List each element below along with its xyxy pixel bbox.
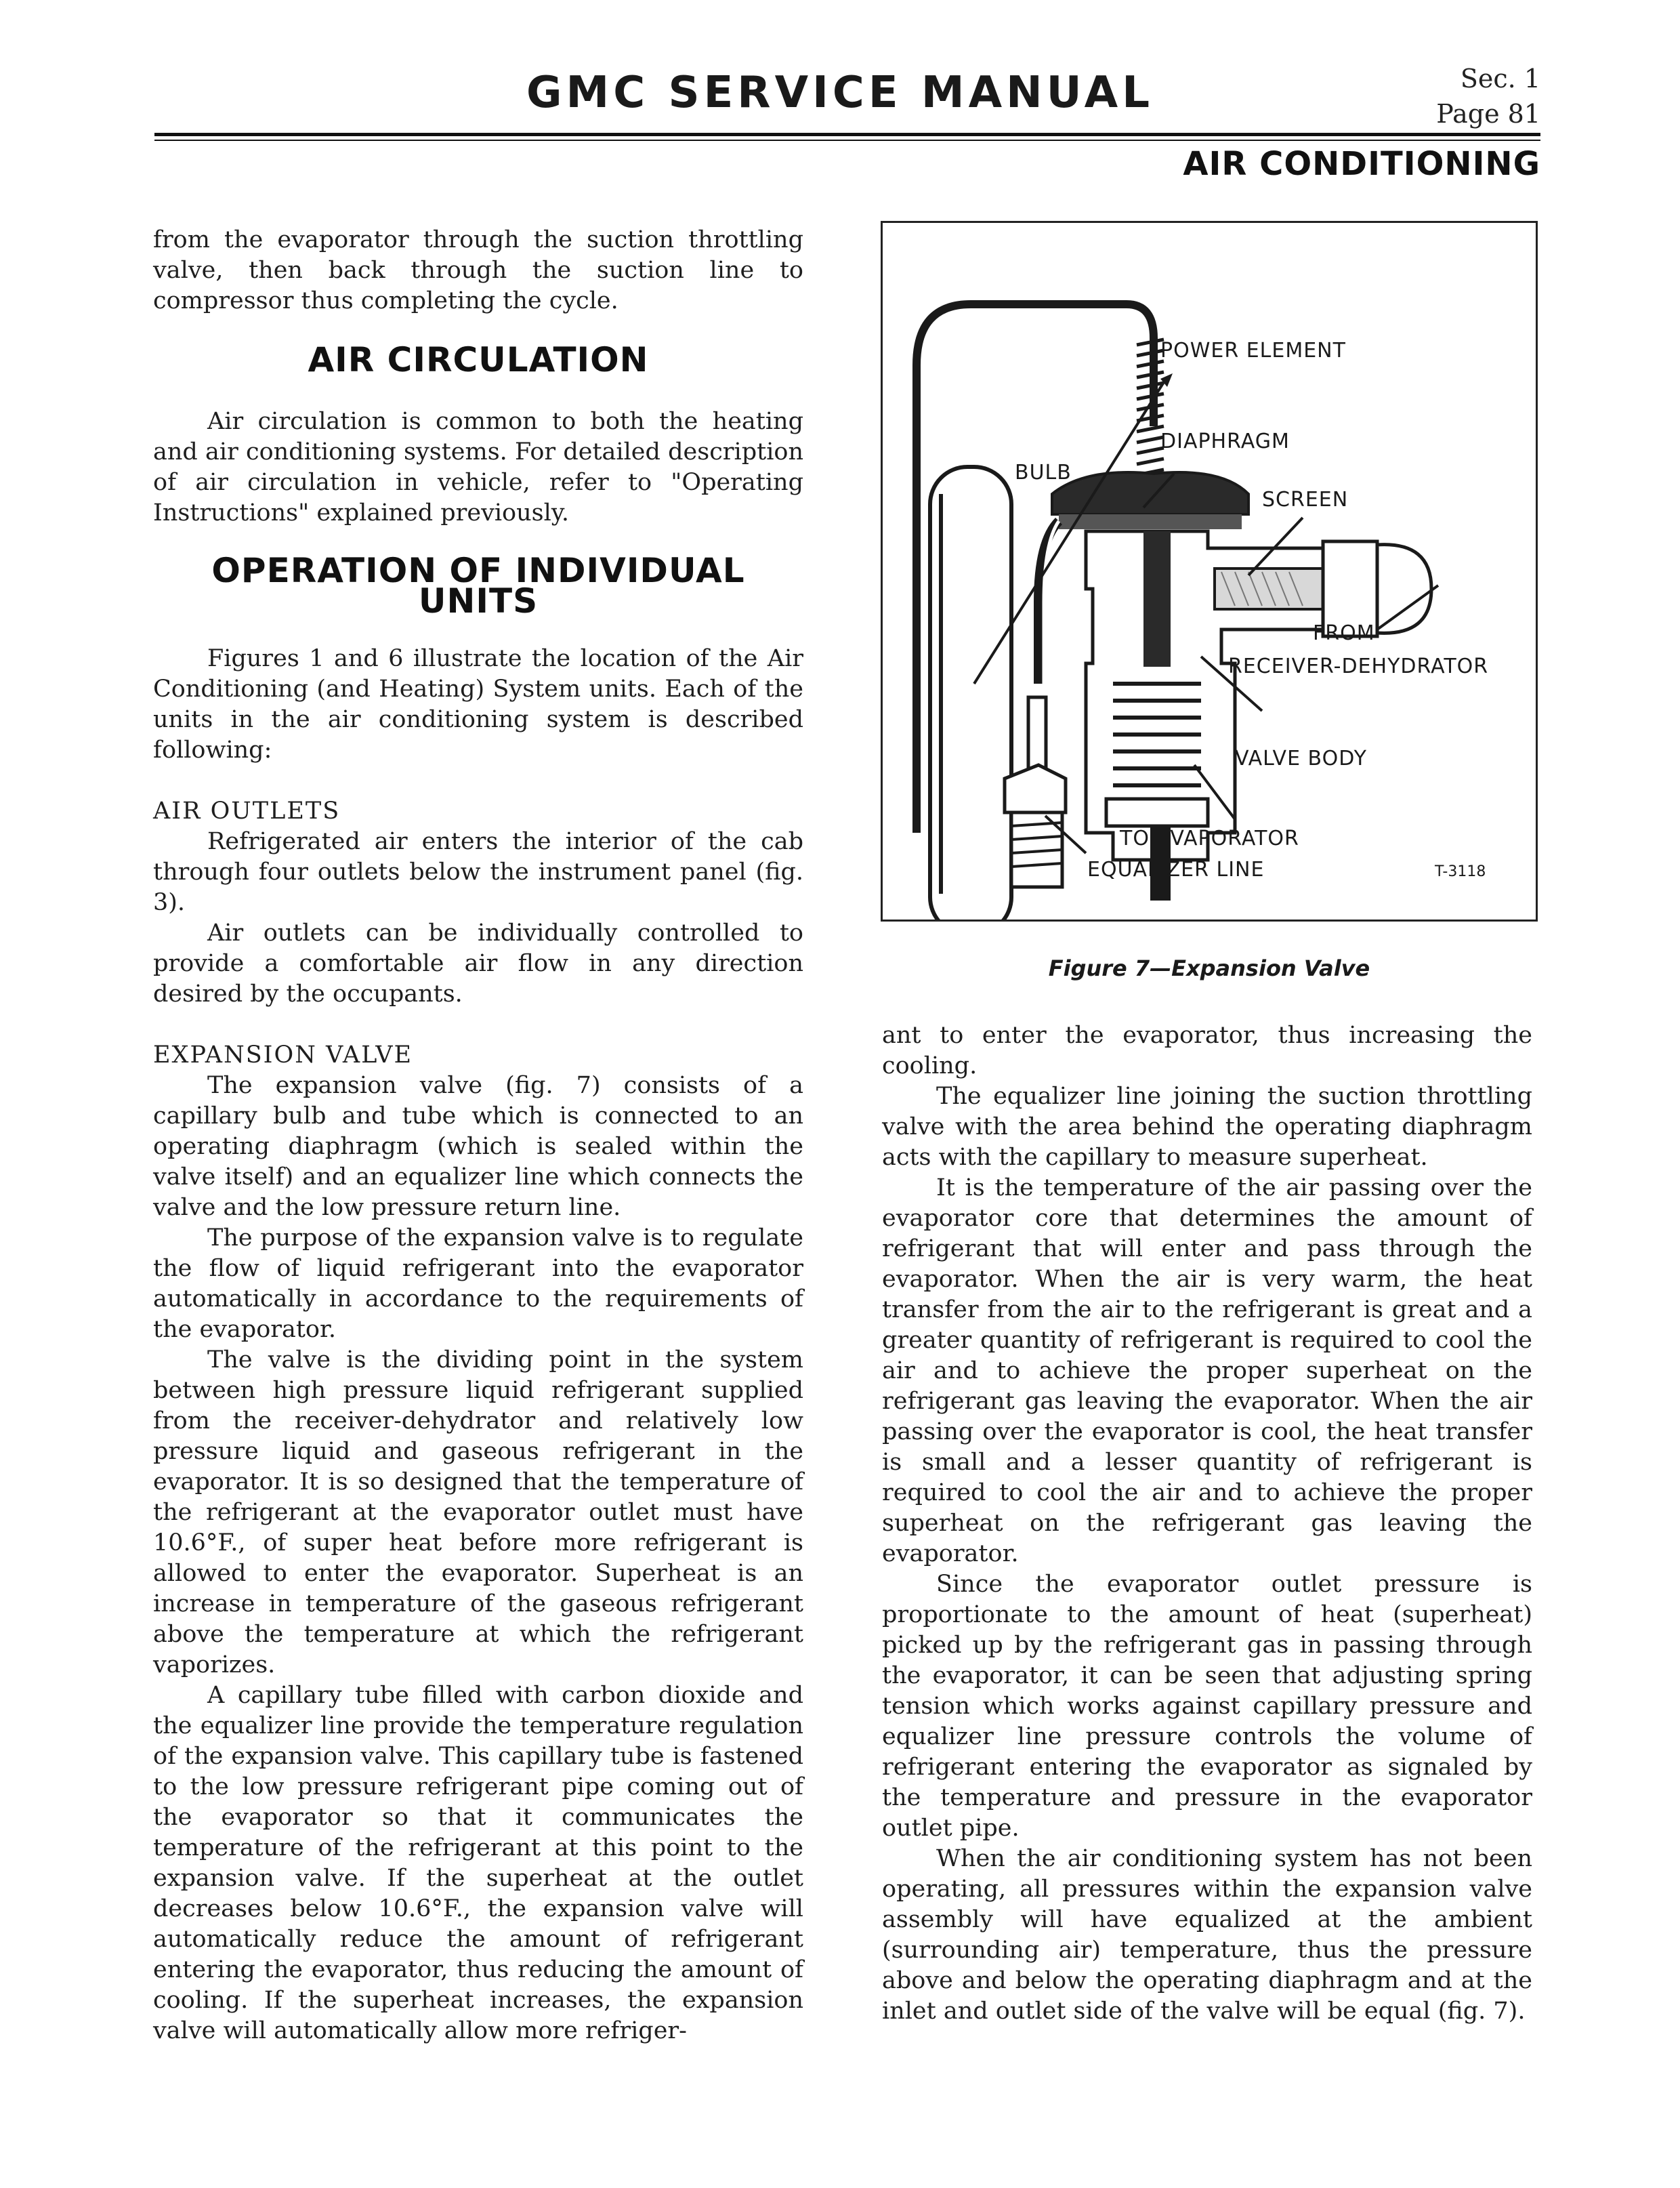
figure-caption: Figure 7—Expansion Valve <box>1048 955 1370 981</box>
section-label: AIR CONDITIONING <box>1183 145 1540 183</box>
inlet-cap <box>1377 545 1431 634</box>
equalizer-tube-lower <box>1028 697 1046 772</box>
label-receiver-dehydrator: RECEIVER-DEHYDRATOR <box>1228 655 1489 678</box>
right-paragraph-3: Since the evaporator outlet pressure is proportionate to the amount of heat (superheat) picked up by the refrigerant gas in passing through the evaporator, it can be seen that adjusting spring tension which works against capillary pressure and equalizer line pressure controls the volume of refrigerant entering the evaporator as signaled by the temperature and pressure in the evaporator outlet pipe. <box>882 1571 1532 1842</box>
heading-operation-units: OPERATION OF INDIVIDUAL UNITS <box>211 551 745 621</box>
label-part-number: T-3118 <box>1435 863 1486 880</box>
manual-title: GMC SERVICE MANUAL <box>526 68 1154 118</box>
label-equalizer-line: EQUALIZER LINE <box>1087 858 1265 882</box>
expansion-valve-paragraph-2: The purpose of the expansion valve is to regulate the flow of liquid refrigerant into the evaporator automatically in accordance to the requirements of the evaporator. <box>153 1224 803 1343</box>
header-rule-thick <box>154 133 1540 136</box>
valve-needle <box>1143 531 1171 667</box>
label-from: FROM <box>1313 621 1375 645</box>
page-number: Page 81 <box>1436 99 1540 129</box>
right-paragraph-1: The equalizer line joining the suction throttling valve with the area behind the operating diaphragm acts with the capillary to measure superheat. <box>882 1083 1532 1171</box>
label-power-element: POWER ELEMENT <box>1160 339 1346 363</box>
label-screen: SCREEN <box>1262 488 1349 512</box>
right-paragraph-4: When the air conditioning system has not been operating, all pressures within the expansion valve assembly will have equalized at the ambient (surrounding air) temperature, thus the pressure above and below the operating diaphragm and at the inlet and outlet side of the valve will be equal (fig. 7). <box>882 1845 1532 2025</box>
air-outlets-paragraph-1: Refrigerated air enters the interior of the cab through four outlets below the instrument panel (fig. 3). <box>153 828 803 916</box>
label-valve-body: VALVE BODY <box>1235 747 1368 770</box>
valve-spring <box>1113 684 1201 785</box>
header-rule-thin <box>154 140 1540 141</box>
left-column <box>153 225 803 2046</box>
section-number: Sec. 1 <box>1460 64 1540 94</box>
expansion-valve-paragraph-1: The expansion valve (fig. 7) consists of a capillary bulb and tube which is connected to an operating diaphragm (which is sealed within the valve itself) and an equalizer line which connects the valve and the low pressure return line. <box>153 1072 803 1221</box>
expansion-valve-paragraph-3: The valve is the dividing point in the system between high pressure liquid refrigerant supplied from the receiver-dehydrator and relatively low pressure liquid and gaseous refrigerant in the evaporator. It is so designed that the temperature of the refrigerant at the evaporator outlet must have 10.6°F., of super heat before more refrigerant is allowed to enter the evaporator. Superheat is an increase in temperature of the gaseous refrigerant above the temperature at which the refrigerant vaporizes. <box>153 1346 803 1678</box>
equalizer-fitting <box>1005 765 1066 812</box>
expansion-valve-paragraph-4: A capillary tube filled with carbon dioxide and the equalizer line provide the temperature regulation of the expansion valve. This capillary tube is fastened to the low pressure refrigerant pipe coming out of the evaporator so that it communicates the temperature of the refrigerant at this point to the expansion valve. If the superheat at the outlet decreases below 10.6°F., the expansion valve will automatically reduce the amount of refrigerant entering the evaporator, thus reducing the amount of cooling. If the superheat increases, the expansion valve will automatically allow more refriger- <box>153 1682 803 2044</box>
right-column <box>882 1020 1532 2027</box>
expansion-valve-diagram <box>883 223 1536 920</box>
label-diaphragm: DIAPHRAGM <box>1160 430 1290 453</box>
right-paragraph-0: ant to enter the evaporator, thus increasing the cooling. <box>882 1022 1532 1079</box>
spring-cup <box>1106 799 1208 826</box>
heading-air-circulation: AIR CIRCULATION <box>308 340 649 379</box>
right-paragraph-2: It is the temperature of the air passing over the evaporator core that determines the amount of refrigerant that will enter and pass through the evaporator. When the air is very warm, the heat transfer from the air to the refrigerant is great and a greater quantity of refrigerant is required to cool the air and to achieve the proper superheat on the refrigerant gas leaving the evaporator. When the air passing over the evaporator is cool, the heat transfer is small and a lesser quantity of refrigerant is required to cool the air and to achieve the proper superheat on the refrigerant gas leaving the evaporator. <box>882 1174 1532 1567</box>
diaphragm-plate <box>1059 514 1242 529</box>
air-circulation-paragraph: Air circulation is common to both the heating and air conditioning systems. For detailed description of air circulation in vehicle, refer to "Operating Instructions" explained previously. <box>153 408 803 527</box>
heading-air-outlets: AIR OUTLETS <box>153 798 341 825</box>
air-outlets-paragraph-2: Air outlets can be individually controlled to provide a comfortable air flow in any direction desired by the occupants. <box>153 920 803 1008</box>
diaphragm-housing <box>1052 472 1248 514</box>
figure-expansion-valve <box>881 221 1538 922</box>
intro-paragraph: from the evaporator through the suction throttling valve, then back through the suction line to compressor thus completing the cycle. <box>153 226 803 314</box>
heading-expansion-valve: EXPANSION VALVE <box>153 1041 413 1069</box>
label-to-evaporator: TO EVAPORATOR <box>1120 827 1299 850</box>
operation-paragraph: Figures 1 and 6 illustrate the location of the Air Conditioning (and Heating) System units. Each of the units in the air conditioning system is described following: <box>153 645 803 764</box>
label-bulb: BULB <box>1015 461 1072 484</box>
